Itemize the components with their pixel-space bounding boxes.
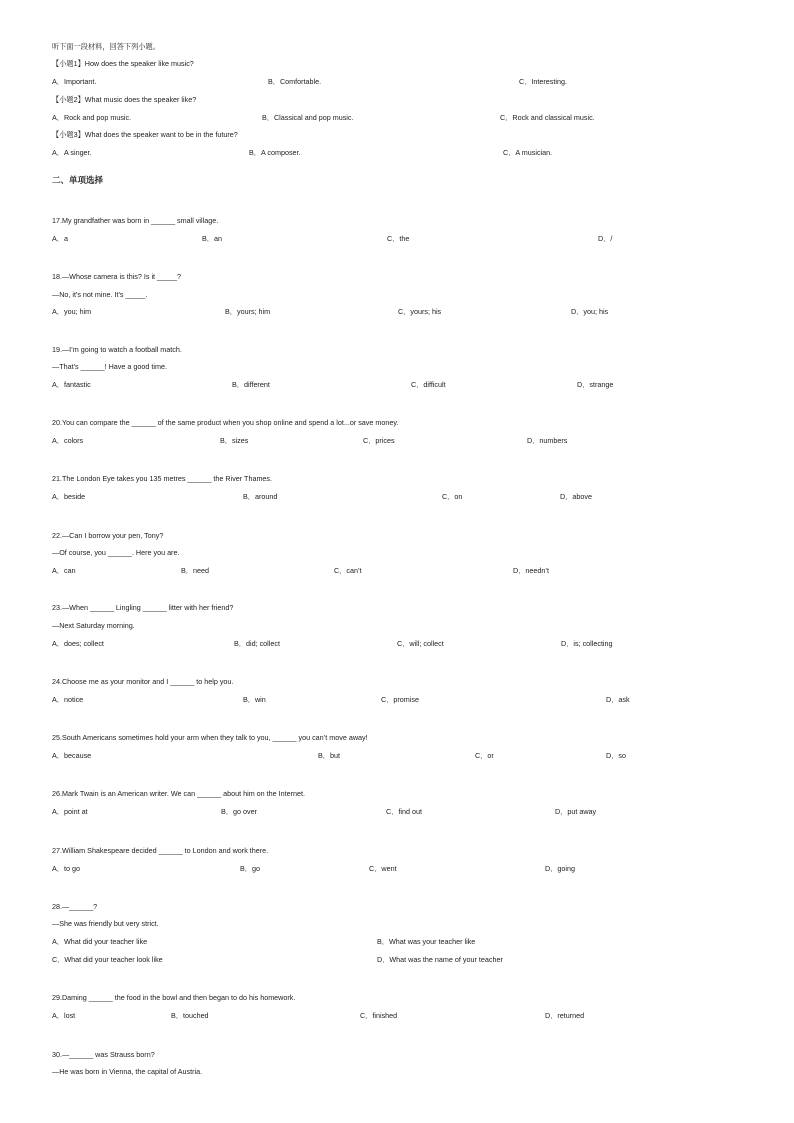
option-d: D．so xyxy=(606,751,626,760)
question-stem: 26.Mark Twain is an American writer. We can ______ about him on the Internet. xyxy=(52,789,306,798)
option-d: D．you; his xyxy=(571,307,609,316)
option-c: C．Rock and classical music. xyxy=(500,113,595,122)
option-b: B．sizes xyxy=(220,436,249,445)
option-b: B．an xyxy=(202,234,222,243)
question-dialogue-line: —Next Saturday morning. xyxy=(52,621,135,630)
section-title: 二、单项选择 xyxy=(52,175,104,185)
question-stem: 22.—Can I borrow your pen, Tony? xyxy=(52,531,164,540)
option-c: C．find out xyxy=(386,807,422,816)
option-b: B．yours; him xyxy=(225,307,271,316)
option-c: C．or xyxy=(475,751,494,760)
option-d: D．going xyxy=(545,864,575,873)
option-c: C．went xyxy=(369,864,397,873)
option-c: C．the xyxy=(387,234,410,243)
option-a: A．a xyxy=(52,234,68,243)
option-d: D．strange xyxy=(577,380,614,389)
option-c: C．prices xyxy=(363,436,395,445)
option-b: B．go over xyxy=(221,807,257,816)
option-d: D．returned xyxy=(545,1011,585,1020)
question-stem: 27.William Shakespeare decided ______ to London and work there. xyxy=(52,846,269,855)
question-dialogue-line: —He was born in Vienna, the capital of Austria. xyxy=(52,1067,203,1076)
question-stem: 18.—Whose camera is this? Is it _____? xyxy=(52,272,182,281)
option-a: A．notice xyxy=(52,695,84,704)
option-c: C．What did your teacher look like xyxy=(52,955,163,964)
option-c: C．yours; his xyxy=(398,307,442,316)
question-stem: 21.The London Eye takes you 135 metres ______ the River Thames. xyxy=(52,474,273,483)
listening-question-stem: 【小题1】How does the speaker like music? xyxy=(52,59,194,68)
option-b: B．need xyxy=(181,566,209,575)
listening-question-stem: 【小题2】What music does the speaker like? xyxy=(52,95,197,104)
question-stem: 25.South Americans sometimes hold your arm when they talk to you, ______ you can’t move away! xyxy=(52,733,368,742)
option-b: B．Comfortable. xyxy=(268,77,322,86)
option-d: D．What was the name of your teacher xyxy=(377,955,503,964)
option-a: A．to go xyxy=(52,864,80,873)
option-c: C．will; collect xyxy=(397,639,444,648)
listening-question-stem: 【小题3】What does the speaker want to be in the future? xyxy=(52,130,238,139)
option-c: C．on xyxy=(442,492,463,501)
question-dialogue-line: —No, it's not mine. It's _____. xyxy=(52,290,148,299)
option-a: A．you; him xyxy=(52,307,92,316)
question-stem: 29.Daming ______ the food in the bowl and then began to do his homework. xyxy=(52,993,296,1002)
option-b: B．go xyxy=(240,864,260,873)
option-d: D．needn’t xyxy=(513,566,549,575)
option-b: B．around xyxy=(243,492,278,501)
option-a: A．can xyxy=(52,566,76,575)
option-a: A．Rock and pop music. xyxy=(52,113,132,122)
option-b: B．but xyxy=(318,751,340,760)
question-stem: 20.You can compare the ______ of the same product when you shop online and spend a lot...or save money. xyxy=(52,418,399,427)
question-stem: 19.—I’m going to watch a football match. xyxy=(52,345,182,354)
option-c: C．promise xyxy=(381,695,419,704)
option-c: C．finished xyxy=(360,1011,398,1020)
option-b: B．A composer. xyxy=(249,148,301,157)
option-a: A．beside xyxy=(52,492,86,501)
question-dialogue-line: —She was friendly but very strict. xyxy=(52,919,159,928)
option-d: D．above xyxy=(560,492,592,501)
question-stem: 24.Choose me as your monitor and I ______ to help you. xyxy=(52,677,234,686)
option-a: A．point at xyxy=(52,807,88,816)
option-a: A．because xyxy=(52,751,92,760)
option-b: B．win xyxy=(243,695,266,704)
option-b: B．touched xyxy=(171,1011,209,1020)
option-c: C．Interesting. xyxy=(519,77,567,86)
option-d: D．/ xyxy=(598,234,613,243)
option-c: C．can’t xyxy=(334,566,362,575)
option-d: D．numbers xyxy=(527,436,568,445)
question-stem: 17.My grandfather was born in ______ small village. xyxy=(52,216,219,225)
question-stem: 28.—______? xyxy=(52,902,98,911)
option-a: A．Important. xyxy=(52,77,97,86)
question-stem: 23.—When ______ Lingling ______ litter with her friend? xyxy=(52,603,234,612)
option-a: A．colors xyxy=(52,436,84,445)
option-b: B．Classical and pop music. xyxy=(262,113,354,122)
question-dialogue-line: —That’s ______! Have a good time. xyxy=(52,362,167,371)
option-b: B．different xyxy=(232,380,270,389)
option-d: D．ask xyxy=(606,695,630,704)
option-d: D．put away xyxy=(555,807,597,816)
option-a: A．A singer. xyxy=(52,148,92,157)
option-a: A．does; collect xyxy=(52,639,104,648)
option-a: A．What did your teacher like xyxy=(52,937,148,946)
listening-instruction: 听下面一段材料，回答下列小题。 xyxy=(52,42,160,51)
option-b: B．What was your teacher like xyxy=(377,937,476,946)
question-stem: 30.—______ was Strauss born? xyxy=(52,1050,155,1059)
option-a: A．lost xyxy=(52,1011,76,1020)
option-c: C．difficult xyxy=(411,380,446,389)
option-a: A．fantastic xyxy=(52,380,91,389)
option-c: C．A musician. xyxy=(503,148,553,157)
option-d: D．is; collecting xyxy=(561,639,613,648)
option-b: B．did; collect xyxy=(234,639,280,648)
question-dialogue-line: —Of course, you ______. Here you are. xyxy=(52,548,180,557)
